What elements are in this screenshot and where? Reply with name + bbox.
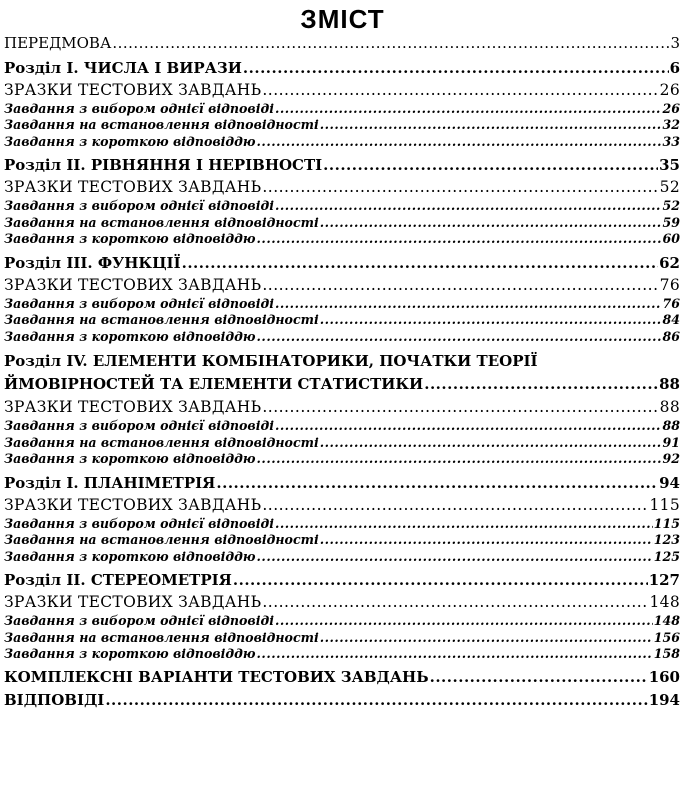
toc-samples[interactable]	[4, 591, 680, 613]
dot-leader	[323, 155, 658, 176]
toc-task-label: Завдання з короткою відповіддю	[4, 328, 256, 344]
dot-leader	[257, 329, 662, 346]
dot-leader	[257, 231, 662, 248]
toc-task[interactable]	[4, 312, 680, 329]
toc-entry-preface[interactable]	[4, 33, 680, 54]
dot-leader	[257, 549, 653, 566]
dot-leader	[262, 79, 658, 101]
toc-samples-label: ЗРАЗКИ ТЕСТОВИХ ЗАВДАНЬ	[4, 275, 262, 294]
toc-task-page: 86	[662, 328, 680, 344]
toc-section[interactable]	[4, 373, 680, 396]
toc-section-label: ЙМОВІРНОСТЕЙ ТА ЕЛЕМЕНТИ СТАТИСТИКИ	[4, 375, 424, 393]
toc-section-page: 35	[659, 156, 680, 174]
dot-leader	[320, 312, 662, 329]
toc-samples-label: ЗРАЗКИ ТЕСТОВИХ ЗАВДАНЬ	[4, 80, 262, 99]
toc-task-label: Завдання з вибором однієї відповіді	[4, 295, 275, 311]
toc-task-label: Завдання з вибором однієї відповіді	[4, 418, 275, 433]
toc-task-label: Завдання з вибором однієї відповіді	[4, 198, 275, 213]
toc-section[interactable]	[4, 155, 680, 176]
toc-task[interactable]	[4, 418, 680, 435]
dot-leader	[275, 418, 661, 435]
toc-task-page: 88	[662, 418, 680, 433]
dot-leader	[320, 630, 653, 647]
toc-task-page: 84	[662, 312, 680, 327]
toc-section-label: Розділ ІІ. РІВНЯННЯ І НЕРІВНОСТІ	[4, 156, 323, 174]
toc-task[interactable]	[4, 296, 680, 313]
toc-entry-page: 160	[648, 667, 680, 686]
toc-samples-page: 76	[659, 275, 680, 294]
toc-task-page: 52	[662, 198, 680, 213]
toc-section-page: 6	[669, 58, 680, 77]
toc-task-page: 156	[653, 629, 680, 645]
toc-samples-page: 88	[659, 398, 680, 416]
toc-task-label: Завдання на встановлення відповідності	[4, 629, 319, 645]
dot-leader	[275, 198, 661, 215]
toc-samples-page: 26	[659, 80, 680, 99]
toc-samples[interactable]	[4, 494, 680, 516]
dot-leader	[320, 117, 662, 134]
toc-samples[interactable]	[4, 274, 680, 296]
toc-task-page: 148	[653, 613, 680, 628]
toc-task-page: 92	[662, 451, 680, 466]
dot-leader	[216, 473, 658, 494]
toc-task[interactable]	[4, 117, 680, 134]
dot-leader	[257, 134, 662, 151]
toc-samples[interactable]	[4, 79, 680, 101]
toc-task[interactable]	[4, 134, 680, 151]
toc-section[interactable]	[4, 253, 680, 274]
dot-leader	[112, 33, 669, 54]
toc-samples-label: ЗРАЗКИ ТЕСТОВИХ ЗАВДАНЬ	[4, 178, 262, 196]
toc-task[interactable]	[4, 198, 680, 215]
dot-leader	[424, 373, 658, 396]
toc-section-label-line1[interactable]: Розділ IV. ЕЛЕМЕНТИ КОМБІНАТОРИКИ, ПОЧАТКИ ТЕОРІЇ	[4, 352, 538, 370]
toc-task[interactable]	[4, 101, 680, 118]
toc-section-label: Розділ ІІІ. ФУНКЦІЇ	[4, 253, 181, 272]
toc-samples-page: 148	[649, 593, 680, 611]
toc-entry-label: ВІДПОВІДІ	[4, 690, 105, 709]
toc-task-label: Завдання на встановлення відповідності	[4, 434, 319, 450]
toc-task-page: 91	[662, 434, 680, 450]
toc-task-label: Завдання на встановлення відповідності	[4, 312, 319, 327]
toc-task[interactable]	[4, 532, 680, 549]
dot-leader	[257, 451, 662, 468]
toc-task[interactable]	[4, 630, 680, 647]
toc-entry-label: КОМПЛЕКСНІ ВАРІАНТИ ТЕСТОВИХ ЗАВДАНЬ	[4, 667, 429, 686]
toc-task-label: Завдання з короткою відповіддю	[4, 451, 256, 466]
dot-leader	[275, 296, 661, 313]
toc-entry-answers[interactable]	[4, 689, 680, 712]
toc-section-page: 62	[659, 253, 680, 272]
toc-task-label: Завдання на встановлення відповідності	[4, 214, 319, 230]
toc-task-label: Завдання з короткою відповіддю	[4, 231, 256, 246]
toc-task-label: Завдання з короткою відповіддю	[4, 133, 256, 149]
toc-task-page: 76	[662, 295, 680, 311]
toc-samples-page: 52	[659, 178, 680, 196]
toc-task-page: 115	[653, 515, 680, 531]
toc-section-label: Розділ І. ПЛАНІМЕТРІЯ	[4, 473, 216, 492]
toc-task[interactable]	[4, 549, 680, 566]
toc-task[interactable]	[4, 329, 680, 346]
dot-leader	[320, 435, 662, 452]
toc-task-label: Завдання на встановлення відповідності	[4, 532, 319, 547]
dot-leader	[275, 516, 653, 533]
toc-task-page: 33	[662, 133, 680, 149]
toc-task-page: 60	[662, 231, 680, 246]
toc-task[interactable]	[4, 215, 680, 232]
dot-leader	[105, 689, 647, 712]
toc-entry-page: 3	[670, 34, 680, 52]
toc-task-label: Завдання з вибором однієї відповіді	[4, 613, 275, 628]
dot-leader	[262, 176, 658, 198]
toc-section[interactable]	[4, 473, 680, 494]
dot-leader	[320, 215, 662, 232]
toc-task-page: 125	[653, 548, 680, 564]
toc-task-page: 26	[662, 100, 680, 116]
dot-leader	[257, 646, 653, 663]
toc-task-label: Завдання з вибором однієї відповіді	[4, 100, 275, 116]
toc-samples[interactable]	[4, 176, 680, 198]
dot-leader	[262, 274, 658, 296]
toc-section-label: Розділ ІІ. СТЕРЕОМЕТРІЯ	[4, 571, 232, 589]
toc-task[interactable]	[4, 646, 680, 663]
dot-leader	[262, 591, 648, 613]
toc-entry-page: 194	[648, 690, 680, 709]
toc-entry-label: ПЕРЕДМОВА	[4, 34, 112, 52]
dot-leader	[430, 666, 648, 689]
toc-task[interactable]	[4, 516, 680, 533]
page-title: ЗМІСТ	[300, 4, 385, 34]
toc-section-page: 127	[648, 571, 680, 589]
toc-samples-label: ЗРАЗКИ ТЕСТОВИХ ЗАВДАНЬ	[4, 398, 262, 416]
toc-samples-label: ЗРАЗКИ ТЕСТОВИХ ЗАВДАНЬ	[4, 593, 262, 611]
toc-section-page: 88	[659, 375, 680, 393]
dot-leader	[233, 570, 648, 591]
toc-task-page: 123	[653, 532, 680, 547]
toc-task[interactable]	[4, 435, 680, 452]
toc-task-page: 158	[653, 646, 680, 661]
toc-task[interactable]	[4, 231, 680, 248]
toc-entry-complex[interactable]	[4, 666, 680, 689]
dot-leader	[275, 613, 653, 630]
table-of-contents	[4, 33, 680, 712]
dot-leader	[243, 58, 669, 79]
toc-task-page: 32	[662, 117, 680, 132]
dot-leader	[182, 253, 659, 274]
toc-task-label: Завдання з короткою відповіддю	[4, 548, 256, 564]
toc-task[interactable]	[4, 451, 680, 468]
toc-samples-label: ЗРАЗКИ ТЕСТОВИХ ЗАВДАНЬ	[4, 495, 262, 514]
toc-task-label: Завдання з короткою відповіддю	[4, 646, 256, 661]
toc-task-page: 59	[662, 214, 680, 230]
dot-leader	[262, 494, 648, 516]
dot-leader	[275, 101, 661, 118]
toc-section-label: Розділ І. ЧИСЛА І ВИРАЗИ	[4, 58, 242, 77]
toc-task-label: Завдання на встановлення відповідності	[4, 117, 319, 132]
toc-task-label: Завдання з вибором однієї відповіді	[4, 515, 275, 531]
dot-leader	[320, 532, 653, 549]
toc-samples-page: 115	[649, 495, 680, 514]
toc-task[interactable]	[4, 613, 680, 630]
toc-section[interactable]	[4, 570, 680, 591]
toc-section-page: 94	[659, 473, 680, 492]
toc-samples[interactable]	[4, 396, 680, 418]
toc-section[interactable]	[4, 58, 680, 79]
dot-leader	[262, 396, 658, 418]
